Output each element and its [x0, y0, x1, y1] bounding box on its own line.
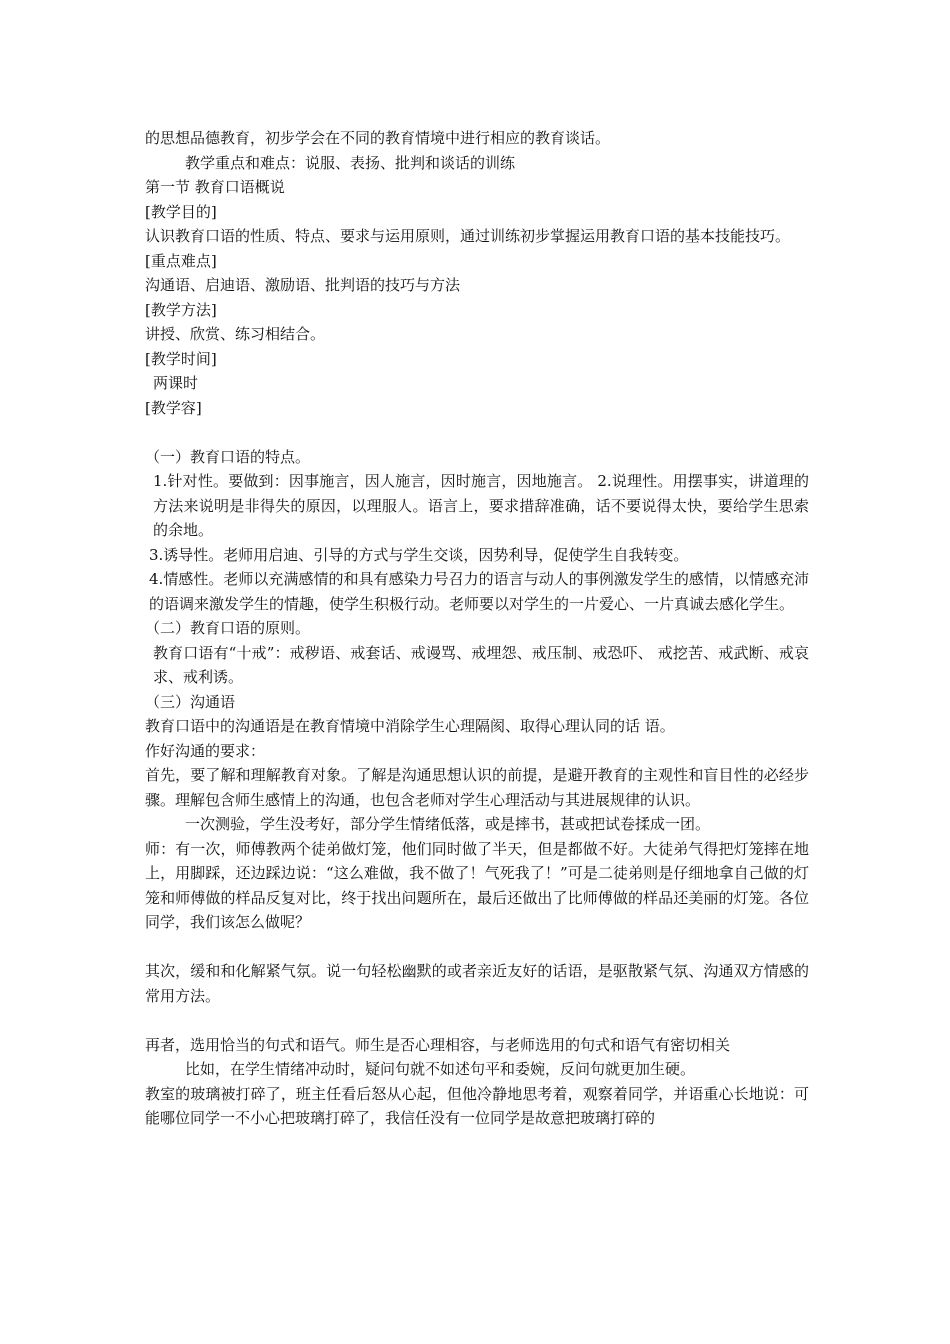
spacer	[145, 1008, 809, 1033]
paragraph: 教育口语中的沟通语是在教育情境中消除学生心理隔阂、取得心理认同的话 语。	[145, 717, 675, 735]
paragraph: 两课时	[153, 374, 199, 392]
section-heading: 第一节 教育口语概说	[145, 178, 285, 196]
label-teaching-content: [教学容]	[145, 398, 202, 417]
subheading-communication: （三）沟通语	[145, 692, 236, 711]
paragraph: 首先，要了解和理解教育对象。了解是沟通思想认识的前提，是避开教育的主观性和盲目性的必经步骤。理解包含师生感情上的沟通，也包含老师对学生心理活动与其进展规律的认识。	[145, 766, 809, 809]
label-key-points: [重点难点]	[145, 251, 217, 270]
document-body	[145, 126, 809, 1131]
paragraph: 3.诱导性。老师用启迪、引导的方式与学生交谈，因势利导，促使学生自我转变。	[149, 545, 689, 564]
paragraph: 1.针对性。要做到：因事施言，因人施言，因时施言，因地施言。 2.说理性。用摆事实，讲道理的方法来说明是非得失的原因，以理服人。语言上，要求措辞准确，话不要说得太快，要给学生思索的余地。	[153, 472, 809, 539]
label-teaching-time: [教学时间]	[145, 349, 217, 368]
paragraph: 一次测验，学生没考好，部分学生情绪低落，或是摔书，甚或把试卷揉成一团。	[185, 815, 711, 833]
label-teaching-goal: [教学目的]	[145, 202, 217, 221]
spacer	[145, 935, 809, 960]
paragraph: 的思想品德教育，初步学会在不同的教育情境中进行相应的教育谈话。	[145, 129, 611, 147]
subheading-features: （一）教育口语的特点。	[145, 447, 311, 466]
paragraph: 比如，在学生情绪冲动时，疑问句就不如述句平和委婉，反问句就更加生硬。	[185, 1060, 696, 1078]
paragraph: 其次，缓和和化解紧气氛。说一句轻松幽默的或者亲近友好的话语，是驱散紧气氛、沟通双方情感的常用方法。	[145, 962, 809, 1005]
paragraph: 4.情感性。老师以充满感情的和具有感染力号召力的语言与动人的事例激发学生的感情，以情感充沛的语调来激发学生的情趣，使学生积极行动。老师要以对学生的一片爱心、一片真诚去感化学生。	[149, 570, 809, 613]
paragraph: 师：有一次，师傅教两个徒弟做灯笼，他们同时做了半天，但是都做不好。大徒弟气得把灯笼摔在地上，用脚踩，还边踩边说：“这么难做，我不做了！气死我了！”可是二徒弟则是仔细地拿自己做的灯笼和师傅做的样品反复对比，终于找出问题所在，最后还做出了比师傅做的样品还美丽的灯笼。各位同学，我们该怎么做呢？	[145, 839, 809, 931]
spacer	[145, 420, 809, 445]
teaching-focus-line: 教学重点和难点：说服、表扬、批判和谈话的训练	[185, 153, 516, 172]
paragraph: 教育口语有“十戒”：戒秽语、戒套话、戒谩骂、戒埋怨、戒压制、戒恐吓、 戒挖苦、戒武断、戒哀求、戒利诱。	[153, 643, 809, 686]
label-teaching-method: [教学方法]	[145, 300, 217, 319]
paragraph: 讲授、欣赏、练习相结合。	[145, 325, 326, 343]
paragraph: 教室的玻璃被打碎了，班主任看后怒从心起，但他冷静地思考着，观察着同学，并语重心长地说：可能哪位同学一不小心把玻璃打碎了，我信任没有一位同学是故意把玻璃打碎的	[145, 1084, 809, 1127]
paragraph: 沟通语、启迪语、激励语、批判语的技巧与方法	[145, 276, 461, 294]
paragraph: 再者，选用恰当的句式和语气。师生是否心理相容，与老师选用的句式和语气有密切相关	[145, 1035, 731, 1054]
paragraph: 认识教育口语的性质、特点、要求与运用原则，通过训练初步掌握运用教育口语的基本技能技巧。	[145, 227, 791, 245]
subheading-principles: （二）教育口语的原则。	[145, 619, 311, 637]
paragraph: 作好沟通的要求：	[145, 741, 266, 760]
